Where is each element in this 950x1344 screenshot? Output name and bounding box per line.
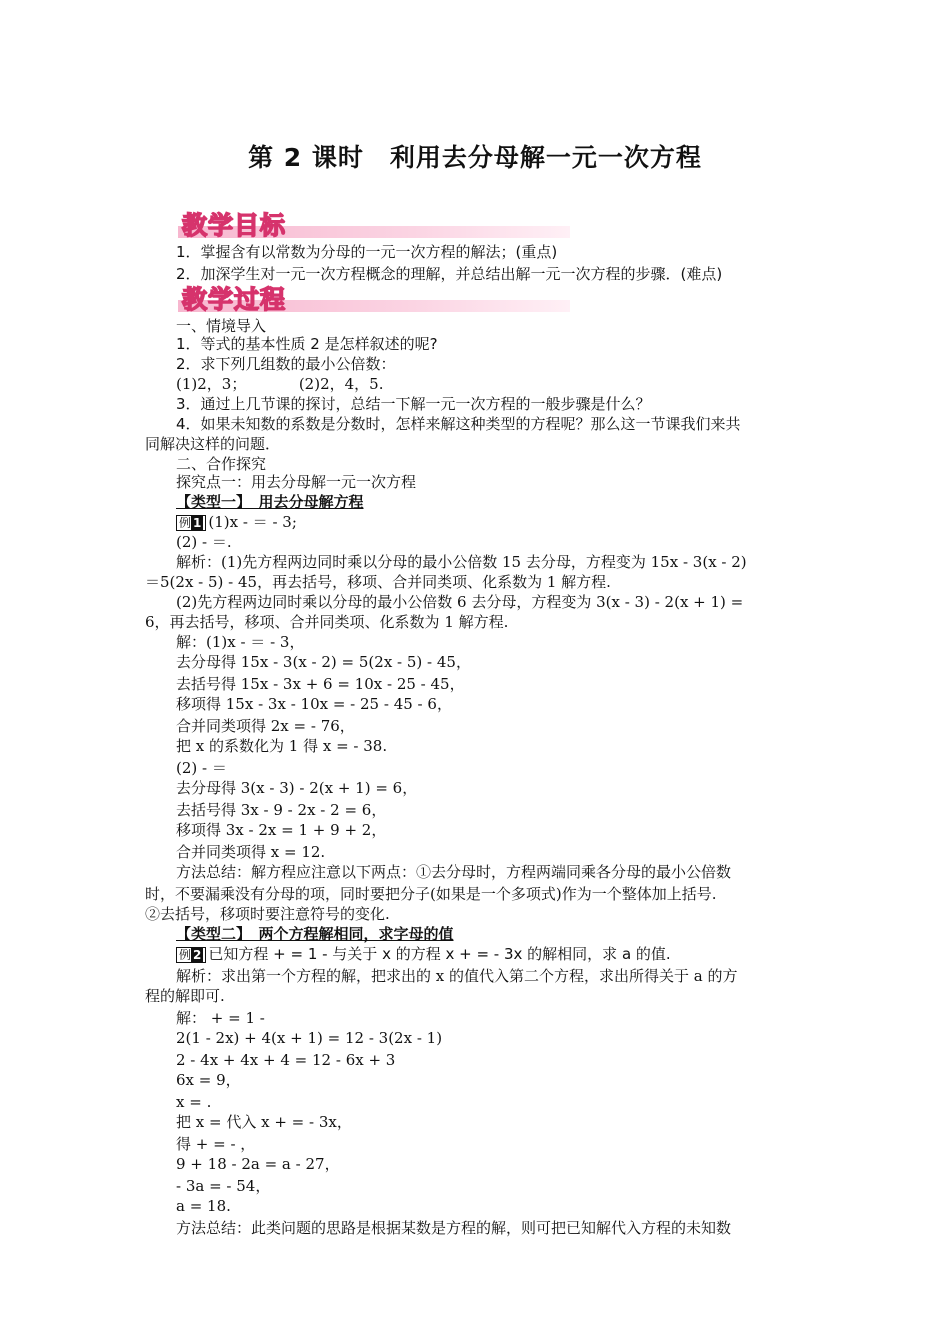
text-line: 2．求下列几组数的最小公倍数： [176,355,396,373]
text-line: 去括号得 3x - 9 - 2x - 2 = 6， [176,801,387,819]
text-line: 2(1 - 2x) + 4(x + 1) = 12 - 3(2x - 1) [176,1029,443,1047]
goal-item: 2．加深学生对一元一次方程概念的理解，并总结出解一元一次方程的步骤．(难点) [176,265,723,283]
text-line: 解析：(1)先方程两边同时乘以分母的最小公倍数 15 去分母，方程变为 15x - 3(x - 2) [176,553,747,571]
type-heading-text: 【类型一】 用去分母解方程 [176,493,364,511]
example-tag-label: 例 [179,948,192,962]
example-tag-number: 2 [193,948,202,962]
text-line: (1)2，3； (2)2，4，5. [176,375,384,393]
text-line: x = . [176,1093,212,1111]
text-line: 把 x 的系数化为 1 得 x = - 38. [176,737,388,755]
banner-teaching-process [178,284,570,314]
text-line: 3．通过上几节课的探讨，总结一下解一元一次方程的一般步骤是什么？ [176,395,651,413]
banner-teaching-goals [178,210,570,240]
text-line: 去括号得 15x - 3x + 6 = 10x - 25 - 45， [176,675,465,693]
text-line: ＝5(2x - 5) - 45，再去括号，移项、合并同类项、化系数为 1 解方程. [145,573,611,591]
text-line: 解析：求出第一个方程的解，把求出的 x 的值代入第二个方程，求出所得关于 a 的方 [176,967,738,985]
text-line: 去分母得 15x - 3(x - 2) = 5(2x - 5) - 45， [176,653,471,671]
text-line: 探究点一：用去分母解一元一次方程 [176,473,417,491]
text-line: 6，再去括号，移项、合并同类项、化系数为 1 解方程. [145,613,509,631]
section-heading: 二、合作探究 [176,455,267,473]
text-line: (2) - ＝ [176,759,227,777]
goal-item: 1．掌握含有以常数为分母的一元一次方程的解法；(重点) [176,243,558,261]
example-tag-number: 1 [193,516,202,530]
type-heading [176,924,454,944]
text-line: 解：(1)x - ＝ - 3， [176,633,305,651]
banner-label: 教学目标 [182,211,287,240]
text-line: 移项得 3x - 2x = 1 + 9 + 2， [176,821,387,839]
text-line: 合并同类项得 2x = - 76， [176,717,355,735]
text-line: 已知方程 + = 1 - 与关于 x 的方程 x + = - 3x 的解相同，求 a 的值. [208,945,671,963]
text-line: 同解决这样的问题． [145,435,281,453]
text-line: (1)x - ＝ - 3; [208,513,297,531]
text-line: 1．等式的基本性质 2 是怎样叙述的呢? [176,335,438,353]
text-line: 把 x = 代入 x + = - 3x， [176,1113,352,1131]
type-heading-text: 【类型二】 两个方程解相同，求字母的值 [176,925,454,943]
text-line: 时，不要漏乘没有分母的项，同时要把分子(如果是一个多项式)作为一个整体加上括号. [145,885,717,903]
text-line: 4．如果未知数的系数是分数时，怎样来解这种类型的方程呢？那么这一节课我们来共 [176,415,741,433]
example-1-line [176,512,297,532]
section-heading: 一、情境导入 [176,317,267,335]
page-title: 第 2 课时 利用去分母解一元一次方程 [248,143,702,172]
text-line: 得 + = - ， [176,1135,256,1153]
text-line: 程的解即可. [145,987,225,1005]
text-line: 6x = 9， [176,1071,241,1089]
text-line: 9 + 18 - 2a = a - 27， [176,1155,340,1173]
text-line: 方法总结：此类问题的思路是根据某数是方程的解，则可把已知解代入方程的未知数 [176,1219,732,1237]
text-line: 方法总结：解方程应注意以下两点：①去分母时，方程两端同乘各分母的最小公倍数 [176,863,732,881]
text-line: (2)先方程两边同时乘以分母的最小公倍数 6 去分母，方程变为 3(x - 3) - 2(x + 1) = [176,593,744,611]
text-line: a = 18. [176,1197,231,1215]
text-line: 合并同类项得 x = 12. [176,843,326,861]
text-line: 移项得 15x - 3x - 10x = - 25 - 45 - 6， [176,695,452,713]
text-line: 2 - 4x + 4x + 4 = 12 - 6x + 3 [176,1051,396,1069]
example-tag [176,515,206,531]
example-tag-label: 例 [179,516,192,530]
type-heading [176,492,364,512]
text-line: ②去括号，移项时要注意符号的变化. [145,905,390,923]
banner-label: 教学过程 [182,285,287,314]
text-line: - 3a = - 54， [176,1177,271,1195]
example-2-line [176,944,671,964]
text-line: 去分母得 3(x - 3) - 2(x + 1) = 6， [176,779,418,797]
example-tag [176,947,206,963]
text-line: 解： + = 1 - [176,1009,265,1027]
text-line: (2) - ＝. [176,533,232,551]
